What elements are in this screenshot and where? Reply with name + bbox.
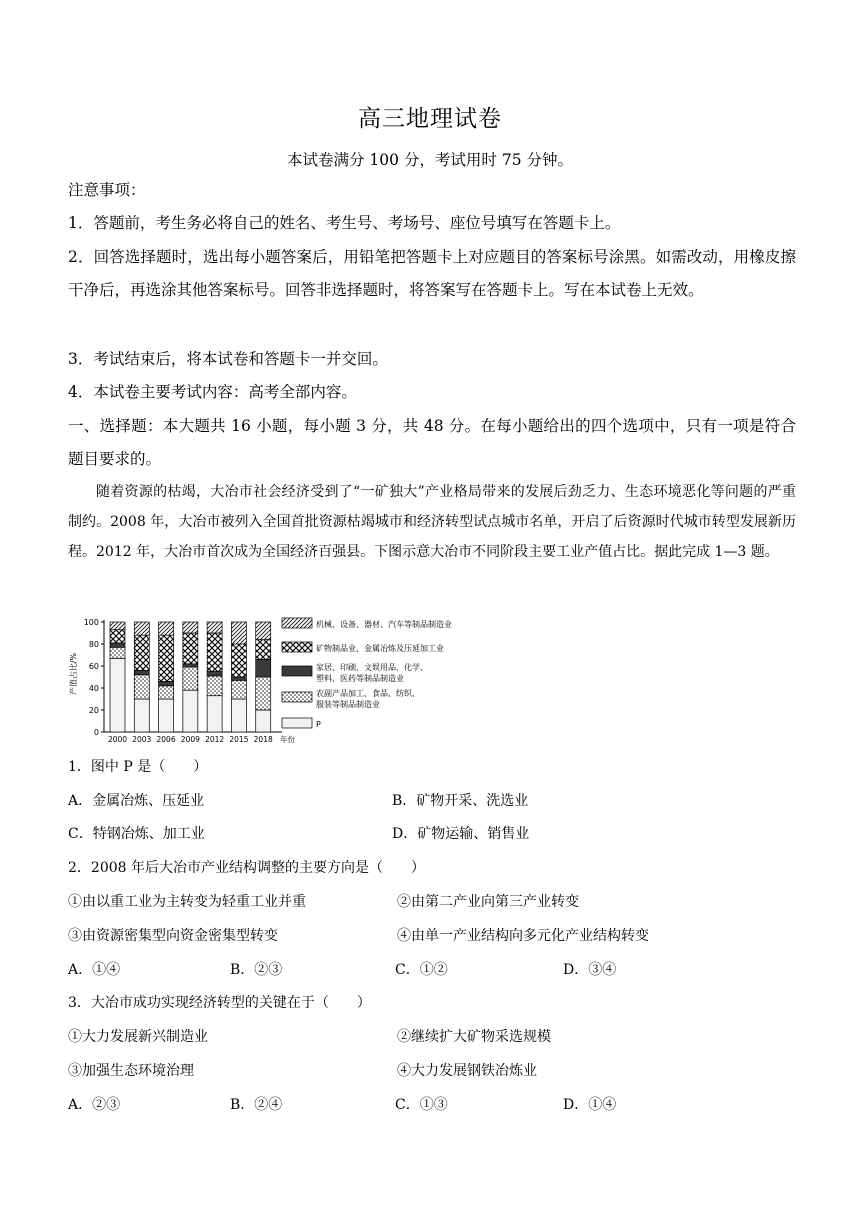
bar-segment — [159, 635, 174, 681]
bar-segment — [256, 622, 271, 640]
question-1-stem: 1．图中 P 是（ ） — [68, 759, 208, 775]
material-paragraph: 随着资源的枯竭，大冶市社会经济受到了“一矿独大”产业格局带来的发展后劲乏力、生态环境恶化等问题的严重制约。2008 年，大冶市被列入全国首批资源枯竭城市和经济转型试点城市名单，开启了后资源时代城市转型发展新历程。2012 年，大冶市首次成为全国经济百强县。下图示意大冶市不同阶段主要工业产值占比。据此完成 1—3 题。 — [68, 484, 796, 560]
y-tick-label: 80 — [88, 640, 99, 649]
legend-swatch — [282, 692, 312, 702]
q3-option-c: C．①③ — [395, 1097, 448, 1113]
bar-segment — [134, 675, 149, 699]
bar-segment — [183, 622, 198, 633]
bar-segment — [110, 630, 125, 643]
note-item-3: 3．考试结束后，将本试卷和答题卡一并交回。 — [68, 350, 388, 368]
bar-segment — [134, 622, 149, 635]
exam-title: 高三地理试卷 — [358, 106, 502, 132]
x-tick-label: 2003 — [132, 735, 152, 744]
bar-segment — [256, 659, 271, 677]
bar-segment — [134, 699, 149, 732]
q2-option-c: C．①② — [395, 962, 448, 978]
legend-label: 农副产品加工、食品、纺织、 — [316, 689, 420, 698]
bar-segment — [183, 690, 198, 732]
bar-segment — [110, 647, 125, 658]
legend-label: 服装等制品制造业 — [316, 700, 380, 709]
y-tick-label: 0 — [93, 728, 99, 737]
chart-bars — [110, 622, 271, 732]
y-tick-label: 40 — [88, 684, 99, 693]
x-tick-label: 2000 — [107, 735, 128, 744]
chart-legend — [282, 618, 452, 729]
question-2-stem: 2．2008 年后大冶市产业结构调整的主要方向是（ ） — [68, 860, 425, 876]
q3-statement-4: ④大力发展钢铁冶炼业 — [397, 1063, 537, 1079]
q2-statement-2: ②由第二产业向第三产业转变 — [397, 894, 579, 910]
bar-segment — [159, 686, 174, 699]
legend-label: 机械、设备、器材、汽车等制品制造业 — [316, 620, 452, 629]
bar-segment — [207, 696, 222, 732]
bar-segment — [231, 699, 246, 732]
bar-segment — [110, 622, 125, 630]
bar-segment — [207, 672, 222, 676]
legend-label: 家居、印刷、文娱用品、化学、 — [316, 663, 428, 672]
bar-segment — [231, 622, 246, 644]
q1-option-d: D．矿物运输、销售业 — [392, 826, 530, 842]
bar-segment — [256, 710, 271, 732]
note-item-1: 1．答题前，考生务必将自己的姓名、考生号、考场号、座位号填写在答题卡上。 — [68, 214, 621, 232]
y-axis-label: 产值占比/% — [69, 652, 78, 696]
q3-option-d: D．①④ — [563, 1097, 617, 1113]
legend-swatch — [282, 618, 312, 628]
legend-label: 矿物制品业、金属冶炼及压延加工业 — [316, 644, 444, 653]
q2-statement-3: ③由资源密集型向资金密集型转变 — [68, 928, 278, 944]
x-tick-label: 2009 — [180, 735, 200, 744]
q2-statement-4: ④由单一产业结构向多元化产业结构转变 — [397, 928, 649, 944]
notes-heading: 注意事项： — [68, 181, 146, 199]
bar-segment — [110, 658, 125, 732]
q3-option-b: B．②④ — [230, 1097, 283, 1113]
q2-statement-1: ①由以重工业为主转变为轻重工业并重 — [68, 894, 306, 910]
bar-segment — [207, 633, 222, 672]
question-3-stem: 3．大冶市成功实现经济转型的关键在于（ ） — [68, 995, 371, 1011]
y-tick-label: 60 — [88, 662, 99, 671]
bar-segment — [134, 670, 149, 674]
x-tick-label: 2015 — [229, 735, 249, 744]
industry-share-chart — [68, 612, 488, 747]
q3-option-a: A．②③ — [68, 1097, 121, 1113]
exam-subtitle: 本试卷满分 100 分，考试用时 75 分钟。 — [286, 151, 574, 169]
q1-option-b: B．矿物开采、洗选业 — [392, 793, 529, 809]
bar-segment — [183, 667, 198, 690]
x-tick-label: 2006 — [156, 735, 176, 744]
bar-segment — [159, 699, 174, 732]
bar-segment — [231, 644, 246, 677]
q3-statement-3: ③加强生态环境治理 — [68, 1063, 194, 1079]
bar-segment — [159, 681, 174, 685]
bar-segment — [134, 635, 149, 670]
y-tick-label: 100 — [83, 618, 99, 627]
y-tick-label: 20 — [88, 706, 99, 715]
bar-segment — [231, 680, 246, 699]
bar-segment — [207, 676, 222, 696]
bar-segment — [231, 677, 246, 680]
note-item-4: 4．本试卷主要考试内容：高考全部内容。 — [68, 383, 357, 401]
bar-segment — [183, 664, 198, 667]
bar-segment — [159, 622, 174, 635]
bar-segment — [207, 622, 222, 633]
q1-option-a: A．金属冶炼、压延业 — [68, 793, 205, 809]
bar-segment — [183, 633, 198, 664]
q2-option-d: D．③④ — [563, 962, 617, 978]
x-tick-label: 2012 — [205, 735, 225, 744]
x-axis-label: 年份 — [280, 735, 295, 744]
bar-segment — [110, 643, 125, 647]
q1-option-c: C．特钢冶炼、加工业 — [68, 826, 205, 842]
q2-option-a: A．①④ — [68, 962, 121, 978]
q3-statement-1: ①大力发展新兴制造业 — [68, 1029, 208, 1045]
legend-swatch — [282, 666, 312, 676]
bar-segment — [256, 677, 271, 710]
legend-swatch — [282, 718, 312, 728]
legend-label: 塑料、医药等制品制造业 — [316, 674, 404, 683]
x-tick-label: 2018 — [253, 735, 273, 744]
bar-segment — [256, 640, 271, 660]
section-heading: 一、选择题：本大题共 16 小题，每小题 3 分，共 48 分。在每小题给出的四个选项中，只有一项是符合题目要求的。 — [68, 417, 796, 468]
q3-statement-2: ②继续扩大矿物采选规模 — [397, 1029, 551, 1045]
legend-swatch — [282, 642, 312, 652]
note-item-2: 2．回答选择题时，选出每小题答案后，用铅笔把答题卡上对应题目的答案标号涂黑。如需改动，用橡皮擦干净后，再选涂其他答案标号。回答非选择题时，将答案写在答题卡上。写在本试卷上无效。 — [68, 248, 796, 299]
q2-option-b: B．②③ — [230, 962, 283, 978]
legend-label: P — [316, 720, 321, 729]
